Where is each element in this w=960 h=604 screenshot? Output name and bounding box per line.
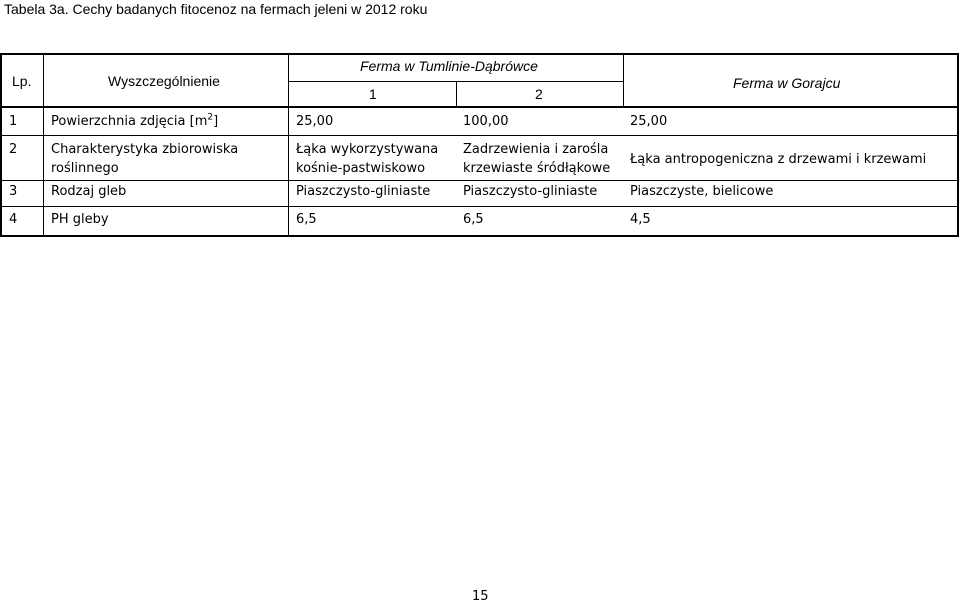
row1-label-superscript: 2 xyxy=(207,112,214,123)
row2-label-line1: Charakterystyka zbiorowiska xyxy=(51,142,239,157)
table-border-right xyxy=(957,53,959,237)
row3-lp: 3 xyxy=(9,184,18,199)
row3-col3: Piaszczyste, bielicowe xyxy=(630,184,774,199)
col-divider-lp xyxy=(43,53,44,237)
row2-lp: 2 xyxy=(9,142,18,157)
row2-divider xyxy=(0,180,959,181)
row2-label-line2: roślinnego xyxy=(51,161,119,176)
row1-col2: 100,00 xyxy=(463,114,509,129)
row4-label: PH gleby xyxy=(51,212,109,227)
row4-col3: 4,5 xyxy=(630,212,651,227)
row2-col2-line2: krzewiaste śródłąkowe xyxy=(463,161,611,176)
row2-col3: Łąka antropogeniczna z drzewami i krzewami xyxy=(630,152,927,167)
row4-col1: 6,5 xyxy=(296,212,317,227)
data-table xyxy=(0,53,959,237)
row1-label-suffix: ] xyxy=(213,114,219,129)
row4-lp: 4 xyxy=(9,212,18,227)
table-caption: Tabela 3a. Cechy badanych fitocenoz na fermach jeleni w 2012 roku xyxy=(4,1,428,17)
col-divider-item xyxy=(288,53,289,237)
row3-label: Rodzaj gleb xyxy=(51,184,127,199)
header-farm2: Ferma w Gorajcu xyxy=(733,75,841,91)
row1-lp: 1 xyxy=(9,114,18,129)
row2-col1-line2: kośnie-pastwiskowo xyxy=(296,161,426,176)
row2-col2-line1: Zadrzewienia i zarośla xyxy=(463,142,609,157)
header-lp: Lp. xyxy=(12,73,32,89)
row3-col2: Piaszczysto-gliniaste xyxy=(463,184,598,199)
header-divider-bottom xyxy=(0,106,959,108)
row1-col1: 25,00 xyxy=(296,114,334,129)
header-farm1: Ferma w Tumlinie-Dąbrówce xyxy=(360,58,538,74)
header-farm1-sub1: 1 xyxy=(369,86,377,102)
row1-label xyxy=(51,114,218,130)
table-border-top xyxy=(0,53,959,55)
header-item: Wyszczególnienie xyxy=(108,73,220,89)
table-border-left xyxy=(0,53,2,237)
row2-col1-line1: Łąka wykorzystywana xyxy=(296,142,439,157)
row3-col1: Piaszczysto-gliniaste xyxy=(296,184,431,199)
col-divider-sub xyxy=(456,81,457,107)
page-number: 15 xyxy=(472,589,489,604)
row1-label-text: Powierzchnia zdjęcia [m xyxy=(51,114,208,129)
header-farm1-sub2: 2 xyxy=(535,86,543,102)
col-divider-farm xyxy=(623,53,624,108)
row1-divider xyxy=(0,135,959,136)
row1-col3: 25,00 xyxy=(630,114,668,129)
row4-col2: 6,5 xyxy=(463,212,484,227)
table-border-bottom xyxy=(0,235,959,237)
row3-divider xyxy=(0,206,959,207)
